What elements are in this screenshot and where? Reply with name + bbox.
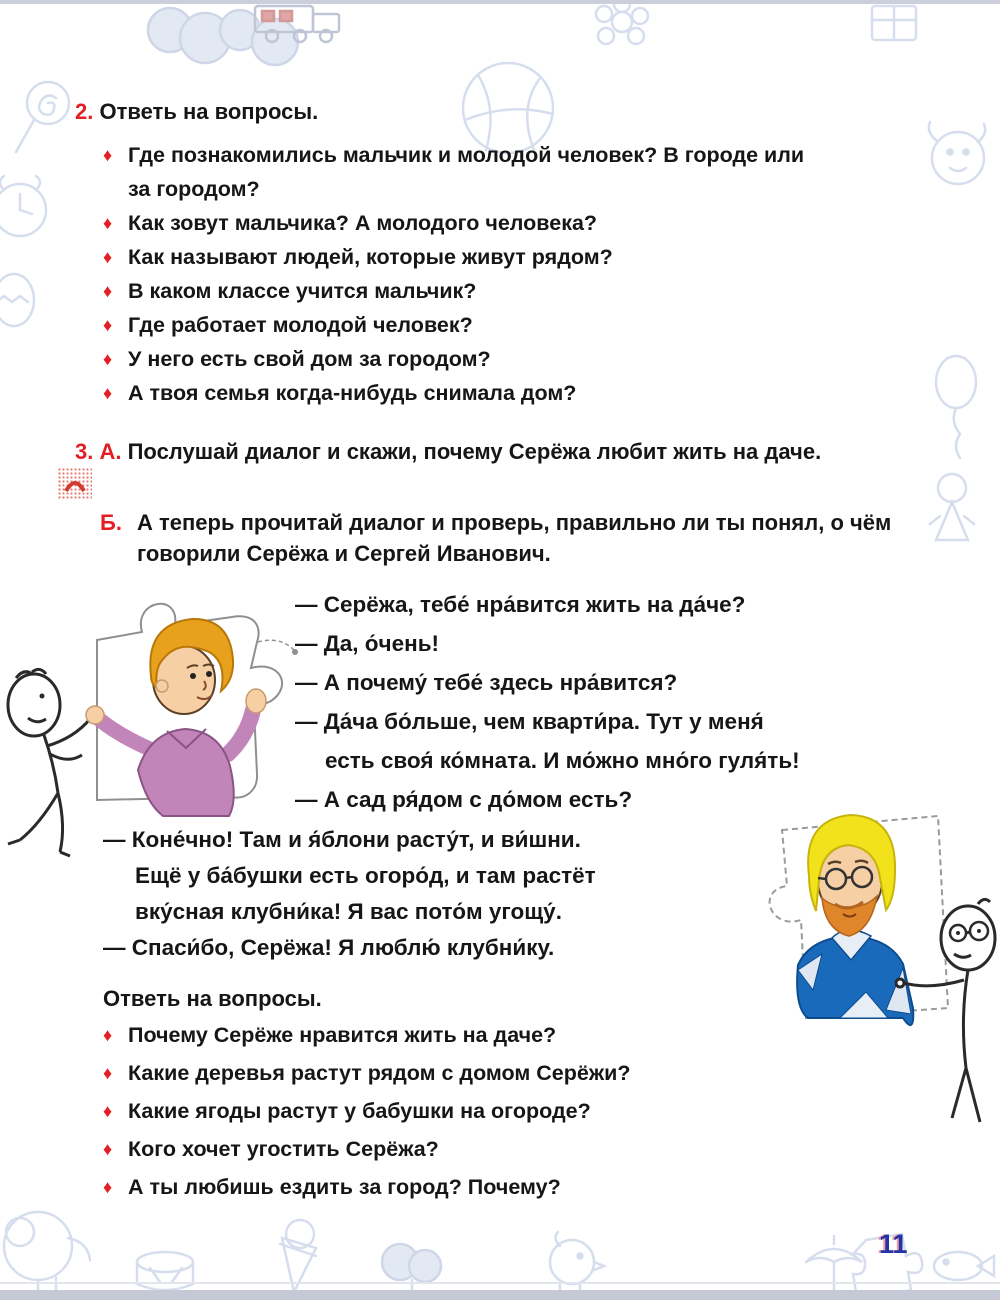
question-item [103, 1020, 903, 1051]
diamond-bullet-icon: ♦ [103, 383, 113, 403]
question-item [103, 378, 903, 408]
doodle-flower-icon [596, 0, 648, 44]
question-item [103, 208, 903, 238]
dialog-line-continuation: есть своя́ ко́мната. И мо́жно мно́го гуля́ть! [325, 748, 800, 773]
question-item [103, 344, 903, 374]
exercise2-heading [75, 98, 318, 126]
question-text: Где работает молодой человек? [128, 313, 473, 337]
doodle-truck-icon [255, 6, 339, 42]
diamond-bullet-icon: ♦ [103, 349, 113, 369]
doodle-drum-icon [137, 1252, 193, 1290]
question-text: А твоя семья когда-нибудь снимала дом? [128, 381, 577, 405]
question-item [103, 1134, 903, 1165]
diamond-bullet-icon: ♦ [103, 1101, 113, 1121]
dialog-line: — Да́ча бо́льше, чем кварти́ра. Тут у меня́ [295, 709, 764, 734]
exercise3b-line: А теперь прочитай диалог и проверь, правильно ли ты понял, о чём [137, 510, 892, 535]
diamond-bullet-icon: ♦ [103, 145, 113, 165]
doodle-doll-icon [930, 474, 974, 540]
question-text: У него есть свой дом за городом? [128, 347, 491, 371]
top-border [0, 0, 1000, 4]
doodle-face-icon [929, 122, 985, 184]
doodle-gift-icon [872, 6, 916, 40]
question-text: Какие ягоды растут у бабушки на огороде? [128, 1099, 591, 1123]
question-item [103, 1058, 903, 1089]
bottom-border-line [0, 1282, 1000, 1284]
question-item [103, 242, 903, 272]
exercise3b-line: говорили Серёжа и Сергей Иванович. [137, 541, 551, 566]
question-text: Почему Серёже нравится жить на даче? [128, 1023, 557, 1047]
dialog-line: — Да, о́чень! [295, 631, 440, 656]
doodle-lollipop-icon [16, 82, 69, 152]
exercise3-number: 3. [75, 439, 94, 464]
dialog-line-continuation: Ещё у ба́бушки есть огоро́д, и там растёт [135, 863, 596, 888]
exercise3b-label: Б. [100, 510, 122, 535]
question-text: Какие деревья растут рядом с домом Серёжи? [128, 1061, 631, 1085]
question-item [103, 276, 903, 306]
doodle-clock-icon [0, 176, 46, 236]
diamond-bullet-icon: ♦ [103, 1139, 113, 1159]
dialog-block-2 [103, 822, 596, 966]
bottom-border [0, 1290, 1000, 1300]
exercise3b-block [100, 507, 891, 569]
dialog-line: — Спаси́бо, Серёжа! Я люблю́ клубни́ку. [103, 935, 555, 960]
doodle-tree-icon [382, 1244, 441, 1296]
question-item [103, 1172, 903, 1203]
question-text: А ты любишь ездить за город? Почему? [128, 1175, 561, 1199]
stick-figure [8, 669, 90, 856]
doodle-fish-icon [934, 1252, 994, 1280]
diamond-bullet-icon: ♦ [103, 1177, 113, 1197]
diamond-bullet-icon: ♦ [103, 315, 113, 335]
diamond-bullet-icon: ♦ [103, 1025, 113, 1045]
exercise3a-heading [75, 438, 821, 466]
question-item-continuation [103, 174, 903, 204]
diamond-bullet-icon: ♦ [103, 213, 113, 233]
exercise2-title: Ответь на вопросы. [99, 99, 319, 124]
exercise2-question-list [103, 140, 903, 412]
doodle-egg-icon [0, 274, 34, 326]
question-item [103, 1096, 903, 1127]
question-text: В каком классе учится мальчик? [128, 279, 477, 303]
exercise3b-text [137, 507, 891, 569]
listen-audio-icon [58, 468, 92, 499]
question-item [103, 140, 903, 170]
diamond-bullet-icon: ♦ [103, 247, 113, 267]
diamond-bullet-icon: ♦ [103, 281, 113, 301]
question-item [103, 310, 903, 340]
followup-question-list [103, 1020, 903, 1210]
question-text: Как называют людей, которые живут рядом? [128, 245, 613, 269]
question-text: за городом? [128, 177, 260, 201]
dialog-line-continuation: вку́сная клубни́ка! Я вас пото́м угощу́. [135, 899, 562, 924]
dialog-line: — А сад ря́дом с до́мом есть? [295, 787, 633, 812]
doodle-chick-icon [550, 1232, 604, 1294]
exercise3a-text: Послушай диалог и скажи, почему Серёжа любит жить на даче. [127, 439, 822, 464]
page-number: 11 [879, 1229, 908, 1259]
diamond-bullet-icon: ♦ [103, 1063, 113, 1083]
followup-title: Ответь на вопросы. [103, 986, 322, 1011]
dialog-line: — Коне́чно! Там и я́блони расту́т, и ви́шни. [103, 827, 581, 852]
dialog-line: — Серёжа, тебе́ нра́вится жить на да́че? [295, 592, 746, 617]
dialog-line: — А почему́ тебе́ здесь нра́вится? [295, 670, 678, 695]
question-text: Как зовут мальчика? А молодого человека? [128, 211, 598, 235]
exercise2-number: 2. [75, 99, 94, 124]
question-text: Кого хочет угостить Серёжа? [128, 1137, 439, 1161]
doodle-cloud-icon [148, 8, 298, 65]
doodle-balloon-icon [936, 356, 976, 458]
dialog-block-1 [295, 585, 800, 819]
exercise3a-label: А. [99, 439, 122, 464]
question-text: Где познакомились мальчик и молодой человек? В городе или [128, 143, 805, 167]
